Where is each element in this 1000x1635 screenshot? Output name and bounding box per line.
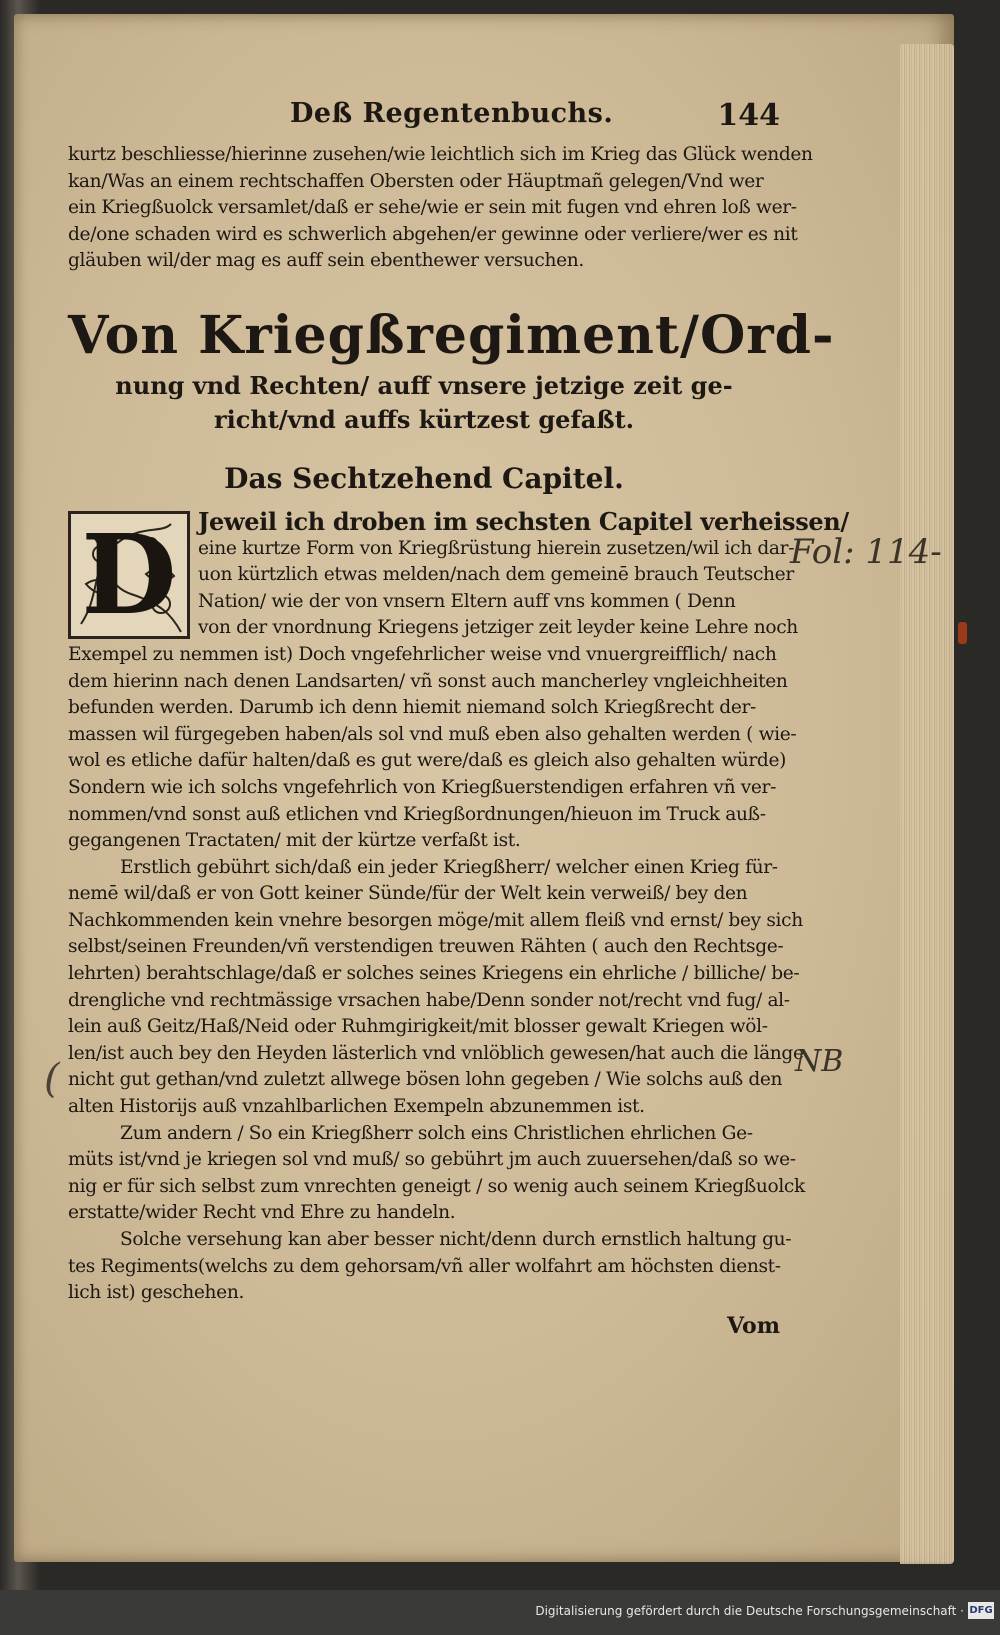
marginal-note-folio: Fol: 114-: [790, 532, 942, 572]
text-line: erstatte/wider Recht vnd Ehre zu handeln.: [68, 1202, 456, 1224]
paragraph-3: [68, 1121, 805, 1227]
text-line: massen wil fürgegeben haben/als sol vnd muß eben also gehalten werden ( wie-: [68, 723, 797, 745]
footer-credit: Digitalisierung gefördert durch die Deutsche Forschungsgemeinschaft ·: [535, 1604, 964, 1618]
text-line: Exempel zu nemmen ist) Doch vngefehrlicher weise vnd vnuergreifflich/ nach: [68, 643, 777, 665]
text-line: kurtz beschliesse/hierinne zusehen/wie leichtlich sich im Krieg das Glück wenden: [68, 144, 813, 165]
text-line: befunden werden. Darumb ich denn hiemit niemand solch Kriegßrecht der-: [68, 697, 756, 719]
folio-number: 144: [717, 98, 780, 133]
paragraph-1: [68, 506, 849, 855]
text-line: alten Historijs auß vnzahlbarlichen Exempeln abzunemmen ist.: [68, 1096, 645, 1118]
running-title: Deß Regentenbuchs.: [290, 98, 614, 129]
marginal-bracket: (: [44, 1056, 60, 1102]
text-line: de/one schaden wird es schwerlich abgehen/er gewinne oder verliere/wer es nit: [68, 223, 798, 245]
text-line: wol es etliche dafür halten/daß es gut were/daß es gleich also gehalten würde): [68, 750, 787, 772]
section-heading: Von Kriegßregiment/Ord-: [68, 304, 835, 366]
text-line: nicht gut gethan/vnd zuletzt allwege bösen lohn gegeben / Wie solchs auß den: [68, 1069, 783, 1091]
text-line: dem hierinn nach denen Landsarten/ vñ sonst auch mancherley vngleichheiten: [68, 670, 788, 692]
section-heading-line: richt/vnd auffs kürtzest gefaßt.: [213, 404, 635, 434]
text-line: Sondern wie ich solchs vngefehrlich von Kriegßuerstendigen erfahren vñ ver-: [68, 776, 777, 798]
intro-paragraph: [68, 142, 813, 275]
text-line: kan/Was an einem rechtschaffen Obersten oder Häuptmañ gelegen/Vnd wer: [68, 170, 764, 192]
text-line: Zum andern / So ein Kriegßherr solch eins Christlichen ehrlichen Ge-: [120, 1122, 753, 1144]
page-edges: [900, 44, 954, 1564]
text-line: uon kürtzlich etwas melden/nach dem gemeinē brauch Teutscher: [198, 564, 794, 586]
running-head: [68, 98, 780, 142]
text-line: lich ist) geschehen.: [68, 1282, 245, 1304]
text-line: drengliche vnd rechtmässige vrsachen habe/Denn sonder not/recht vnd fug/ al-: [68, 989, 790, 1011]
text-line: lehrten) berahtschlage/daß er solches seines Kriegens ein ehrliche / billiche/ be-: [68, 963, 800, 985]
text-line: ein Kriegßuolck versamlet/daß er sehe/wie er sein mit fugen vnd ehren loß wer-: [68, 197, 797, 219]
text-line: len/ist auch bey den Heyden lästerlich vnd vnlöblich gewesen/hat auch die länge: [68, 1042, 804, 1064]
section-heading-line: nung vnd Rechten/ auff vnsere jetzige zeit ge-: [115, 370, 733, 400]
initial-letter: D: [81, 509, 177, 639]
text-line: Solche versehung kan aber besser nicht/denn durch ernstlich haltung gu-: [120, 1229, 792, 1250]
paragraph-2: [68, 855, 804, 1121]
text-line: gegangenen Tractaten/ mit der kürtze verfaßt ist.: [68, 830, 521, 852]
paragraph-4: [68, 1227, 792, 1307]
text-line: nommen/vnd sonst auß etlichen vnd Kriegßordnungen/hieuon im Truck auß-: [68, 803, 766, 825]
chapter-title: Das Sechtzehend Capitel.: [224, 461, 624, 495]
text-line: gläuben wil/der mag es auff sein ebenthewer versuchen.: [68, 250, 584, 272]
text-line: von der vnordnung Kriegens jetziger zeit leyder keine Lehre noch: [198, 617, 798, 639]
text-block: [68, 98, 849, 1339]
text-line: selbst/seinen Freunden/vñ verstendigen treuwen Rähten ( auch den Rechtsge-: [68, 936, 784, 958]
text-line: tes Regiments(welchs zu dem gehorsam/vñ aller wolfahrt am höchsten dienst-: [68, 1255, 781, 1277]
text-line: Erstlich gebührt sich/daß ein jeder Kriegßherr/ welcher einen Krieg für-: [120, 856, 778, 878]
text-line: Nation/ wie der von vnsern Eltern auff vns kommen ( Denn: [198, 590, 736, 612]
dfg-logo-icon: DFG: [968, 1602, 994, 1619]
text-line: Jeweil ich droben im sechsten Capitel verheissen/: [198, 506, 849, 536]
text-line: Nachkommenden kein vnehre besorgen möge/mit allem fleiß vnd ernst/ bey sich: [68, 909, 803, 931]
text-line: eine kurtze Form von Kriegßrüstung hierein zusetzen/wil ich dar-: [198, 537, 795, 559]
catchword: Vom: [726, 1312, 780, 1339]
decorated-initial: [68, 511, 190, 639]
footer-bar: [0, 1590, 1000, 1635]
red-stain: [958, 622, 967, 644]
text-line: nig er für sich selbst zum vnrechten geneigt / so wenig auch seinem Kriegßuolck: [68, 1175, 805, 1197]
text-line: lein auß Geitz/Haß/Neid oder Ruhmgirigkeit/mit blosser gewalt Kriegen wöl-: [68, 1016, 768, 1038]
text-line: nemē wil/daß er von Gott keiner Sünde/für der Welt kein verweiß/ bey den: [68, 883, 748, 905]
marginal-note-nb: NB: [795, 1044, 844, 1079]
text-line: müts ist/vnd je kriegen sol vnd muß/ so gebührt jm auch zuuersehen/daß so we-: [68, 1149, 796, 1171]
